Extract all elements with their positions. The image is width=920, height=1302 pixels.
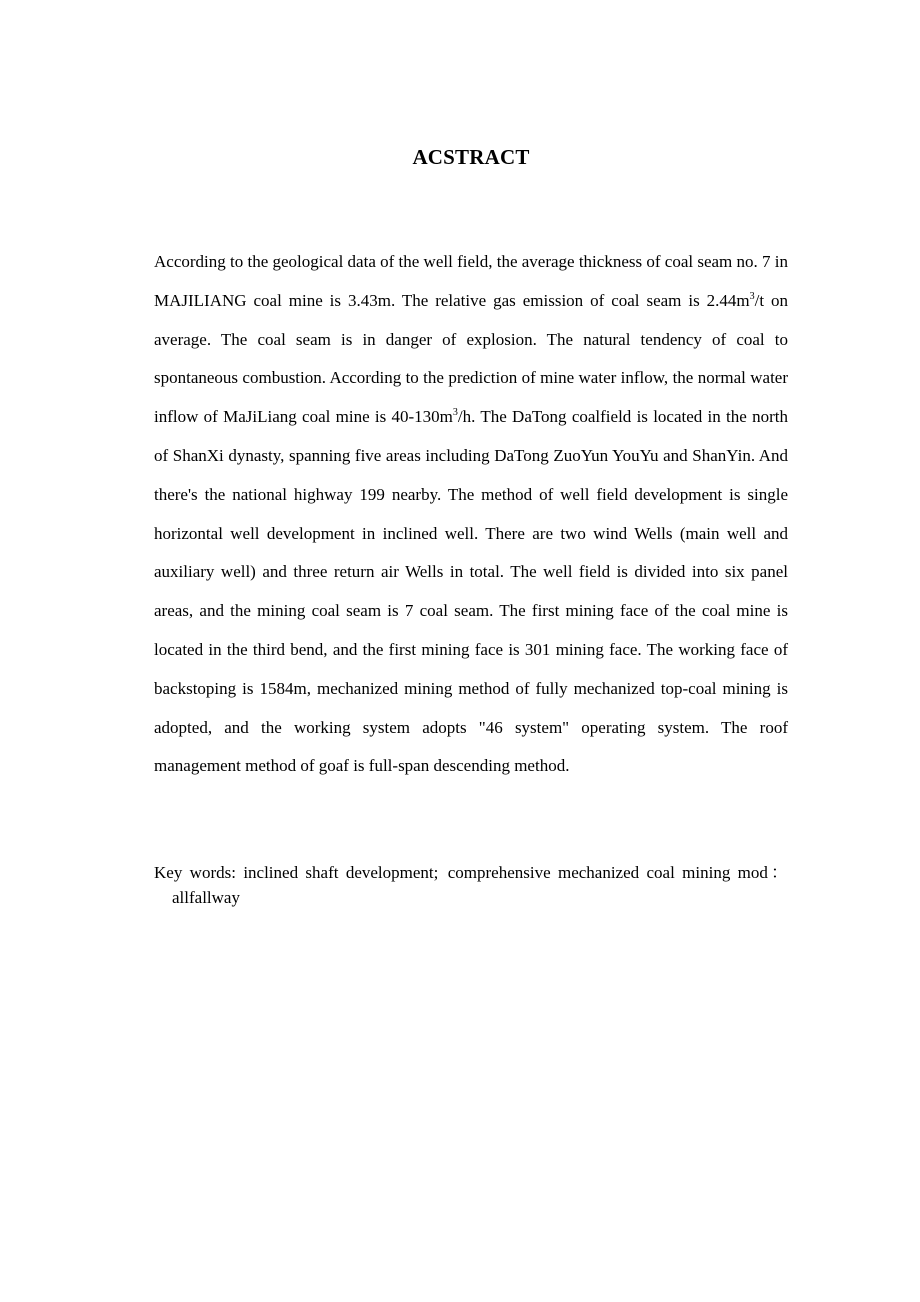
abstract-text-part-1: According to the geological data of the well field, the average thickness of coal seam no. 7 in MAJILIANG coal mine is 3.43m. The relative gas emission of coal seam is 2.44m [154, 252, 788, 310]
superscript-cubic-1: 3 [749, 290, 755, 302]
abstract-text-part-2: /t on average. The coal seam is in danger of explosion. The natural tendency of coal to spontaneous combustion. According to the prediction of mine water inflow, the normal water inflow of MaJiLiang coal mine is 40-130m [154, 290, 789, 427]
keywords-paragraph [154, 860, 788, 910]
abstract-text-part-3: /h. The DaTong coalfield is located in the north of ShanXi dynasty, spanning five areas including DaTong ZuoYun YouYu and ShanYin. And there's the national highway 199 nearby. The method of well field development is single horizontal well development in inclined well. There are two wind Wells (main well and auxiliary well) and three return air Wells in total. The well field is divided into six panel areas, and the mining coal seam is 7 coal seam. The first mining face of the coal mine is located in the third bend, and the first mining face is 301 mining face. The working face of backstoping is 1584m, mechanized mining method of fully mechanized top-coal mining is adopted, and the working system adopts "46 system" operating system. The roof management method of goaf is full-span descending method. [154, 407, 788, 776]
page-title: ACSTRACT [412, 145, 530, 169]
abstract-paragraph [154, 243, 788, 786]
superscript-cubic-2: 3 [452, 407, 458, 419]
keyword-1: inclined shaft development [243, 863, 434, 882]
keyword-separator-2: ： [767, 863, 789, 882]
keywords-label: Key words: [154, 863, 236, 882]
keyword-separator-1: ; [433, 863, 439, 882]
keyword-2: comprehensive mechanized coal mining mod [447, 863, 768, 882]
keyword-3: allfallway [172, 888, 240, 907]
